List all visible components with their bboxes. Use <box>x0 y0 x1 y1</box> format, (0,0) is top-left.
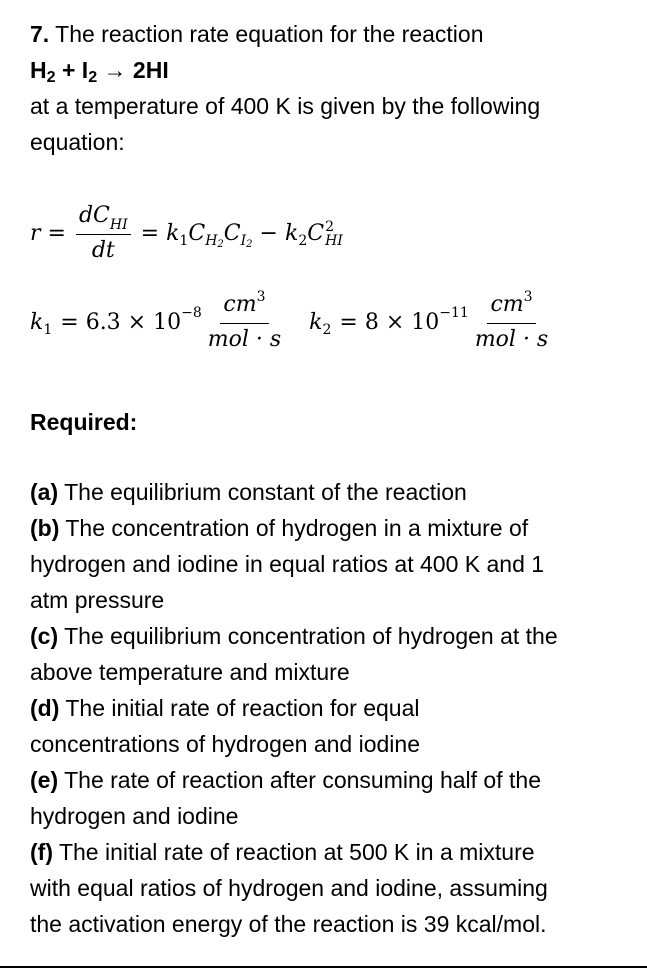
reaction-arrow: → <box>97 57 133 83</box>
problem-intro: The reaction rate equation for the reaction <box>49 21 484 47</box>
problem-number: 7. <box>30 21 50 47</box>
part-c: (c) The equilibrium concentration of hydrogen at the <box>30 623 558 649</box>
required-parts: (a) The equilibrium constant of the reaction (b) The concentration of hydrogen in a mixture of hydrogen and iodine in equal ratios at 400 K and 1 atm pressure (c) The equilibrium concentration of hydrogen at the above temperature and mixture (d) The initial rate of reaction for equal concentrations of hydrogen and iodine (e) The rate of reaction after consuming half of the hydrogen and iodine (f) The initial rate of reaction at 500 K in a mixture with equal ratios of hydrogen and iodine, assuming the activation energy of the reaction is 39 kcal/mol. <box>30 474 630 942</box>
part-d: (d) The initial rate of reaction for equal <box>30 695 420 721</box>
required-heading: Required: <box>30 409 138 435</box>
rate-constants: k 1 = 6.3 × 10 −8 $\frac{cm^3}{\text{mol · s}}$ k 2 = 8 × 10 −11 $\frac{cm^3}{\text{mol · s}}$ <box>30 292 554 353</box>
part-b: (b) The concentration of hydrogen in a mixture of <box>30 515 529 541</box>
rate-fraction: $\frac{dC_{HI}}{dt}$ <box>76 203 131 264</box>
rate-equation: r = $\frac{dC_{HI}}{dt}$ = k 1 C H 2 C I 2 − k 2 C 2 HI <box>30 203 343 263</box>
problem-line-3: equation: <box>30 129 125 155</box>
reaction-equation: $H_2 + I_2 \to 2HI$ <box>30 57 169 87</box>
required-heading-block <box>30 404 630 440</box>
k1-unit-fraction: $\frac{cm^3}{\text{mol · s}}$ <box>207 289 282 352</box>
part-f: (f) The initial rate of reaction at 500 K in a mixture <box>30 839 535 865</box>
problem-line-2: at a temperature of 400 K is given by the following <box>30 93 541 119</box>
problem-block <box>30 16 630 160</box>
bottom-divider <box>0 966 647 968</box>
k2-unit-fraction: $\frac{cm^3}{\text{mol · s}}$ <box>474 289 549 352</box>
part-a: (a) The equilibrium constant of the reaction <box>30 479 467 505</box>
part-e: (e) The rate of reaction after consuming half of the <box>30 767 541 793</box>
problem-title <box>30 16 630 52</box>
